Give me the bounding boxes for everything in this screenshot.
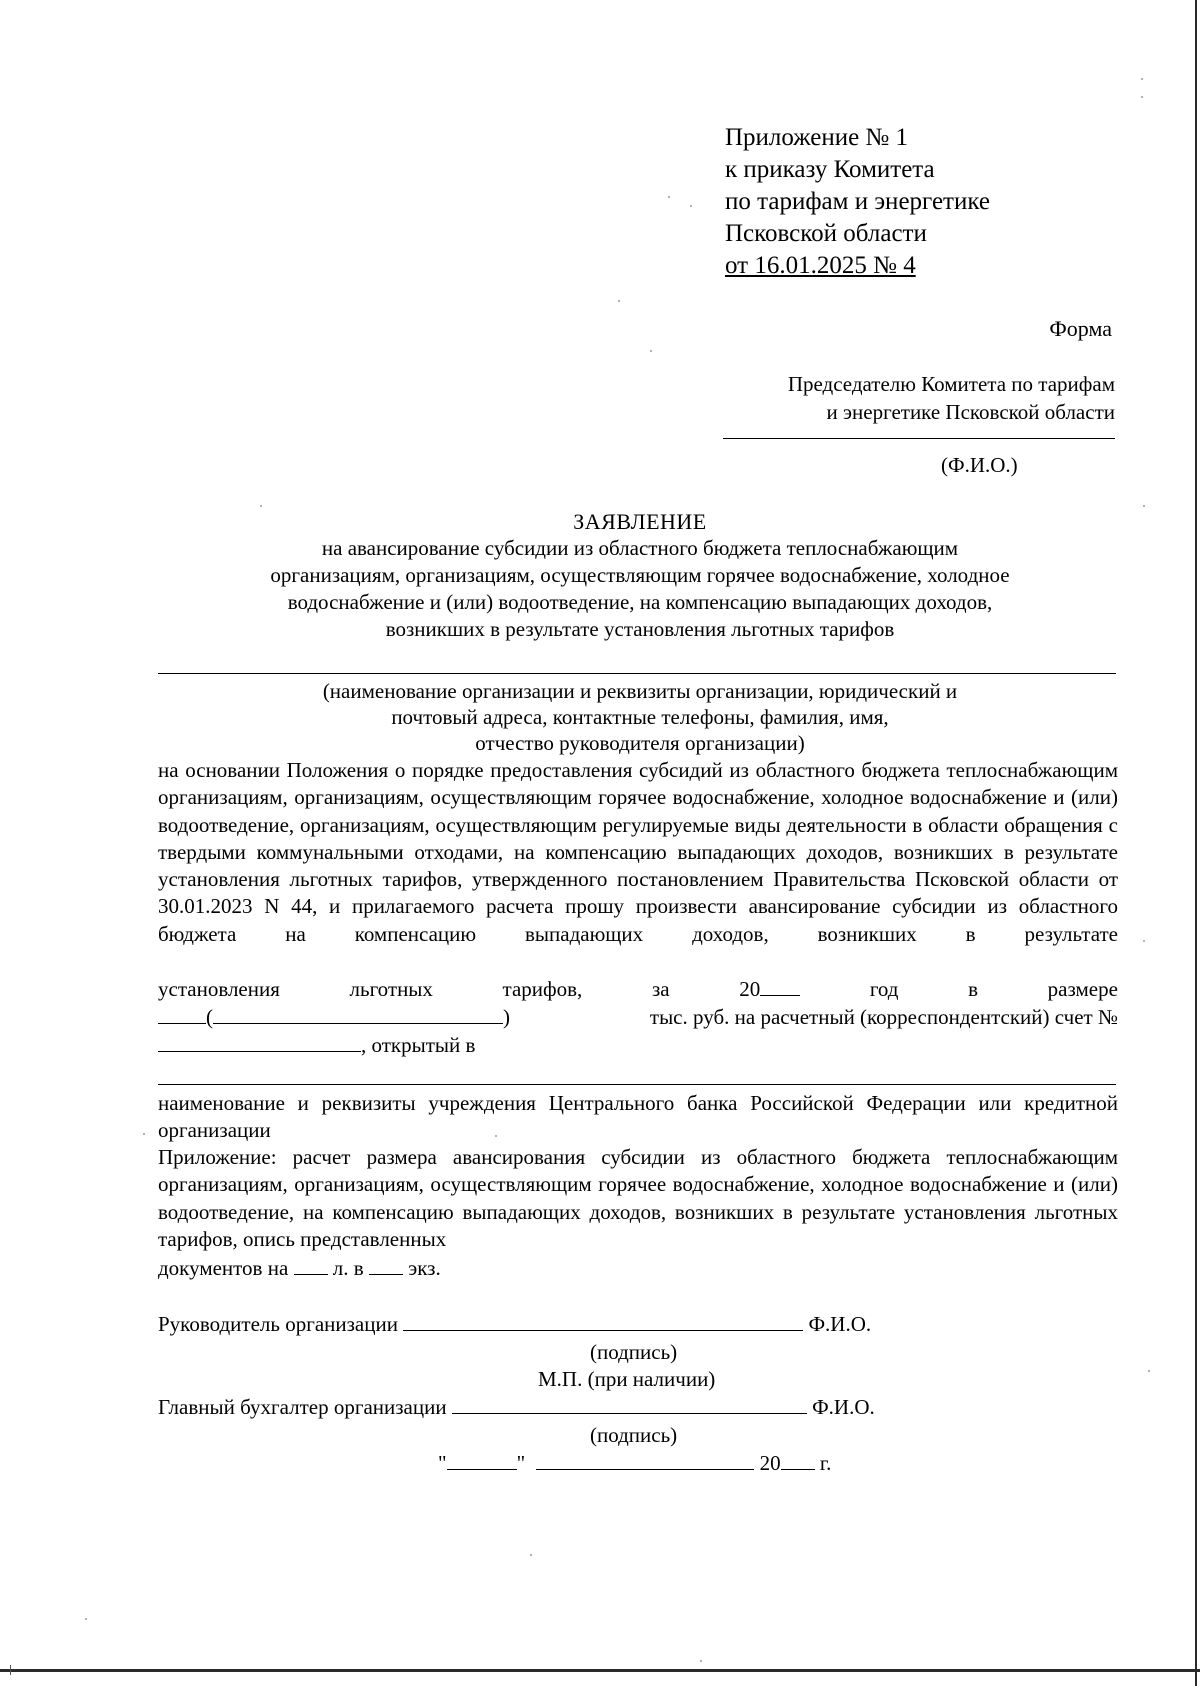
scan-speck [700, 1660, 702, 1662]
copies-blank[interactable] [369, 1256, 403, 1275]
caption-line: отчество руководителя организации) [475, 731, 805, 755]
docs-copies: экз. [408, 1256, 441, 1280]
attachment-text: Приложение: расчет размера авансирования субсидии из областного бюджета теплоснабжающим организациям, организациям, осуществляющим горячее водоснабжение, холодное водоснабжение и (или) водоотведение, на компенсацию выпадающих доходов, возникших в результате установления льготных тарифов, опись представленных [158, 1145, 1118, 1251]
head-fio: Ф.И.О. [808, 1312, 872, 1336]
year-blank[interactable] [760, 977, 800, 996]
sheets-blank[interactable] [294, 1256, 328, 1275]
scan-speck [1143, 940, 1145, 942]
organization-caption [160, 678, 1120, 756]
date-month-blank[interactable] [536, 1451, 754, 1470]
statement-heading [160, 508, 1120, 643]
amount-blank[interactable] [158, 1005, 206, 1024]
date-year-suffix: г. [819, 1451, 832, 1475]
appendix-line: Приложение № 1 [725, 124, 909, 151]
date-day-blank[interactable] [447, 1451, 517, 1470]
bank-fill-line[interactable] [158, 1084, 1116, 1085]
caption-line: (наименование организации и реквизиты организации, юридический и [322, 679, 958, 703]
scan-speck [1141, 96, 1143, 98]
fio-caption: (Ф.И.О.) [941, 453, 1018, 477]
heading-line: организациям, организациям, осуществляющим горячее водоснабжение, холодное [270, 563, 1010, 587]
year-field [739, 977, 800, 1002]
organization-fill-line[interactable] [158, 673, 1116, 674]
account-text: тыс. руб. на расчетный (корреспондентский) счет № [649, 1005, 1118, 1029]
addressee-block [720, 370, 1115, 439]
appendix-order-date: от 16.01.2025 № 4 [725, 252, 916, 279]
word: год [869, 977, 899, 1001]
date-year-blank[interactable] [781, 1451, 815, 1470]
signature-caption: (подпись) [590, 1340, 678, 1364]
scan-speck [530, 1554, 532, 1556]
heading-line: возникших в результате установления льготных тарифов [385, 617, 895, 641]
word: за [651, 977, 670, 1001]
docs-sheets: л. в [332, 1256, 364, 1280]
fio-fill-line[interactable] [723, 438, 1115, 439]
head-signature-line [158, 1312, 871, 1337]
attachment-paragraph [158, 1144, 1118, 1253]
appendix-header [725, 122, 990, 282]
stamp-caption: М.П. (при наличии) [538, 1367, 716, 1391]
scan-speck [143, 1133, 145, 1135]
paren-open: ( [206, 1005, 213, 1029]
scan-speck [260, 505, 262, 507]
amount-words-blank[interactable] [213, 1005, 503, 1024]
heading-line: на авансирование субсидии из областного бюджета теплоснабжающим [321, 536, 959, 560]
form-label: Форма [1049, 316, 1112, 341]
date-year-prefix: 20 [759, 1451, 781, 1475]
head-signature-blank[interactable] [403, 1312, 803, 1331]
date-quote: " [516, 1451, 526, 1475]
accountant-fio: Ф.И.О. [812, 1395, 875, 1419]
scan-border-mark [10, 1665, 11, 1675]
year-prefix: 20 [739, 977, 761, 1001]
scan-speck [495, 1135, 497, 1137]
body-text: на основании Положения о порядке предоставления субсидий из областного бюджета теплоснабжающим организациям, организациям, осуществляющим горячее водоснабжение, холодное водоснабжение и (или) водоотведение, организациям, осуществляющим регулируемые виды деятельности в области обращения с твердыми коммунальными отходами, на компенсацию выпадающих доходов, возникших в результате установления льготных тарифов, утвержденного постановлением Правительства Псковской области от 30.01.2023 N 44, и прилагаемого расчета прошу произвести авансирование субсидии из областного бюджета на компенсацию выпадающих доходов, возникших в результате [158, 758, 1118, 946]
word: размере [1047, 977, 1118, 1001]
word: в [968, 977, 979, 1001]
scan-speck [668, 196, 670, 198]
account-number-blank[interactable] [158, 1033, 361, 1052]
word: льготных [349, 977, 433, 1001]
scan-speck [650, 350, 652, 352]
accountant-signature-line [158, 1395, 875, 1420]
scan-border-right [1195, 0, 1197, 1686]
paren-close: ) [503, 1005, 510, 1029]
addressee-line: Председателю Комитета по тарифам [787, 372, 1115, 396]
amount-line-2 [158, 1005, 1118, 1030]
documents-line [158, 1256, 441, 1281]
accountant-signature-blank[interactable] [452, 1395, 807, 1414]
accountant-label: Главный бухгалтер организации [158, 1395, 447, 1419]
scan-speck [1148, 1370, 1150, 1372]
date-quote: " [438, 1451, 447, 1475]
docs-prefix: документов на [158, 1256, 289, 1280]
word: установления [158, 977, 280, 1001]
amount-line-1 [158, 977, 1118, 1002]
signature-caption: (подпись) [590, 1423, 678, 1447]
word: тарифов, [502, 977, 583, 1001]
appendix-line: к приказу Комитета [725, 156, 935, 183]
bank-caption: наименование и реквизиты учреждения Центрального банка Российской Федерации или кредитной организации [158, 1091, 1118, 1142]
scan-border-bottom [0, 1669, 1200, 1672]
scan-speck [1143, 505, 1145, 507]
opened-in-text: , открытый в [361, 1033, 476, 1057]
caption-line: почтовый адреса, контактные телефоны, фамилия, имя, [391, 705, 889, 729]
scan-speck [85, 1618, 87, 1620]
appendix-line: по тарифам и энергетике [725, 188, 990, 215]
date-line [438, 1451, 831, 1476]
scan-speck [690, 205, 692, 207]
account-line [158, 1033, 475, 1058]
appendix-line: Псковской области [725, 220, 927, 247]
scan-speck [1141, 78, 1143, 80]
statement-title: ЗАЯВЛЕНИЕ [573, 509, 707, 534]
heading-line: водоснабжение и (или) водоотведение, на компенсацию выпадающих доходов, [287, 590, 993, 614]
head-label: Руководитель организации [158, 1312, 398, 1336]
body-paragraph [158, 757, 1118, 948]
scan-speck [618, 300, 620, 302]
addressee-line: и энергетике Псковской области [826, 400, 1115, 424]
